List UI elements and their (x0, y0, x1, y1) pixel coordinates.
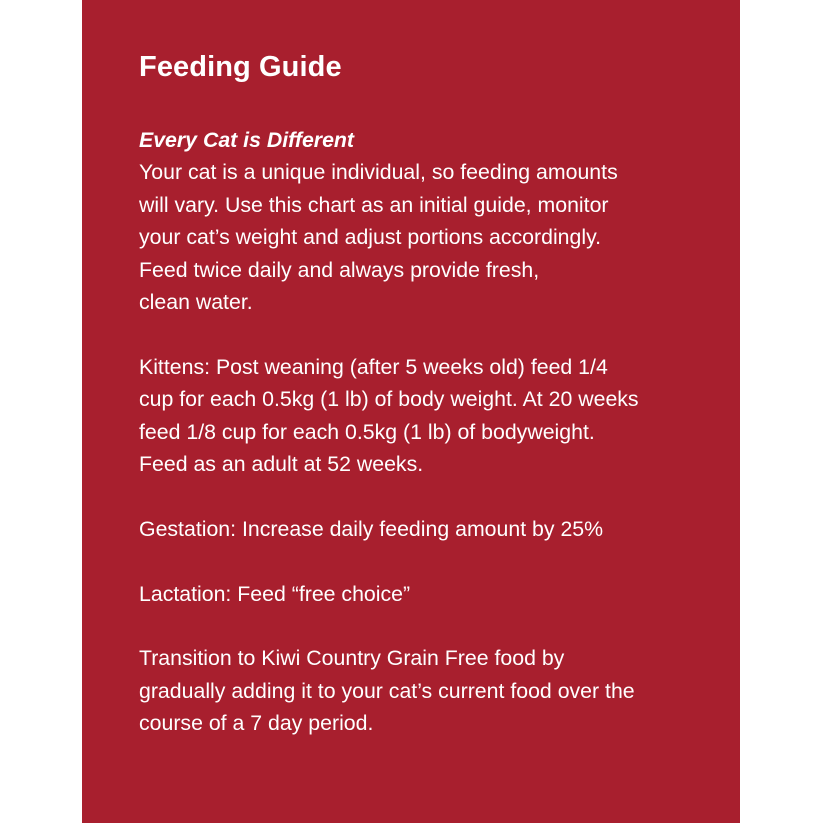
transition-line: Transition to Kiwi Country Grain Free food by (139, 646, 565, 671)
transition-paragraph (139, 642, 719, 739)
intro-line: your cat’s weight and adjust portions accordingly. (139, 225, 602, 250)
feeding-guide-panel (82, 0, 740, 823)
page-title: Feeding Guide (139, 51, 342, 83)
gestation-line: Gestation: Increase daily feeding amount by 25% (139, 516, 604, 541)
kittens-line: Feed as an adult at 52 weeks. (139, 452, 424, 477)
intro-line: will vary. Use this chart as an initial guide, monitor (139, 192, 609, 217)
intro-paragraph (139, 124, 719, 318)
intro-line: Feed twice daily and always provide fresh, (139, 257, 540, 282)
feeding-guide-content (139, 124, 719, 772)
kittens-paragraph (139, 351, 719, 481)
lactation-line: Lactation: Feed “free choice” (139, 581, 411, 606)
lactation-paragraph (139, 578, 719, 610)
intro-line: Your cat is a unique individual, so feeding amounts (139, 160, 618, 185)
intro-line: clean water. (139, 290, 253, 315)
transition-line: course of a 7 day period. (139, 711, 374, 736)
kittens-line: cup for each 0.5kg (1 lb) of body weight. At 20 weeks (139, 387, 639, 412)
transition-line: gradually adding it to your cat’s current food over the (139, 678, 635, 703)
kittens-line: feed 1/8 cup for each 0.5kg (1 lb) of bodyweight. (139, 419, 595, 444)
gestation-paragraph (139, 513, 719, 545)
subtitle: Every Cat is Different (139, 128, 355, 152)
kittens-line: Kittens: Post weaning (after 5 weeks old) feed 1/4 (139, 354, 608, 379)
